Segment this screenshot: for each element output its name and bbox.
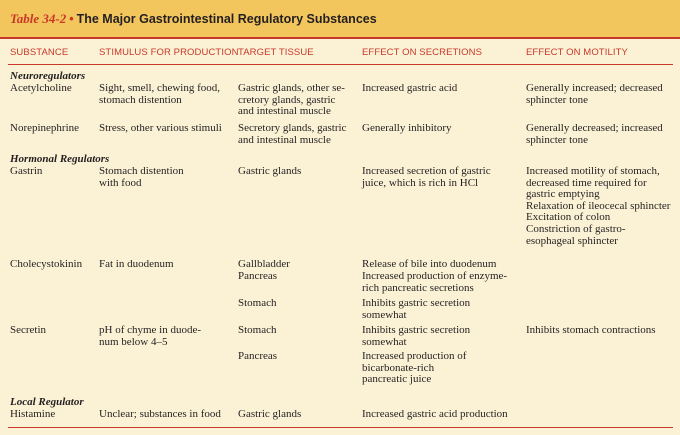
motility-norepinephrine: Generally decreased; increased sphincter tone <box>526 122 663 146</box>
secretion-secretin-pancreas: Increased production of bicarbonate-rich pancreatic juice <box>362 350 467 386</box>
stimulus-histamine: Unclear; substances in food <box>99 408 221 420</box>
target-gastrin: Gastric glands <box>238 165 302 177</box>
target-cholecystokinin-pancreas: Pancreas <box>238 270 278 282</box>
target-acetylcholine: Gastric glands, other se- cretory glands, gastric and intestinal muscle <box>238 82 345 118</box>
motility-secretin: Inhibits stomach contractions <box>526 324 656 336</box>
table-title <box>10 11 377 27</box>
header-stimulus: STIMULUS FOR PRODUCTION <box>99 47 239 58</box>
substance-secretin: Secretin <box>10 324 47 336</box>
motility-acetylcholine: Generally increased; decreased sphincter tone <box>526 82 663 106</box>
table-number: Table 34-2 <box>10 11 67 26</box>
secretion-norepinephrine: Generally inhibitory <box>362 122 452 134</box>
motility-gastrin-item: Excitation of colon <box>526 211 611 224</box>
substance-histamine: Histamine <box>10 408 56 420</box>
stimulus-acetylcholine: Sight, smell, chewing food, stomach distention <box>99 82 220 106</box>
header-substance: SUBSTANCE <box>10 47 69 58</box>
secretion-gastrin: Increased secretion of gastric juice, which is rich in HCl <box>362 165 491 189</box>
motility-gastrin <box>526 166 670 247</box>
secretion-cholecystokinin-pancreas: Increased production of enzyme- rich pancreatic secretions <box>362 270 508 294</box>
target-secretin-pancreas: Pancreas <box>238 350 278 362</box>
target-cholecystokinin-stomach: Stomach <box>238 297 277 309</box>
table-title-text: The Major Gastrointestinal Regulatory Substances <box>76 12 377 26</box>
target-norepinephrine: Secretory glands, gastric and intestinal muscle <box>238 122 347 146</box>
substance-cholecystokinin: Cholecystokinin <box>10 258 83 270</box>
motility-gastrin-item: Relaxation of ileocecal sphincter <box>526 199 671 212</box>
header-divider <box>8 64 673 65</box>
secretion-secretin-stomach: Inhibits gastric secretion somewhat <box>362 324 471 348</box>
title-bar <box>0 0 680 39</box>
stimulus-secretin: pH of chyme in duode- num below 4–5 <box>99 324 202 348</box>
secretion-cholecystokinin-stomach: Inhibits gastric secretion somewhat <box>362 297 471 321</box>
target-histamine: Gastric glands <box>238 408 302 420</box>
stimulus-cholecystokinin: Fat in duodenum <box>99 258 174 270</box>
target-secretin-stomach: Stomach <box>238 324 277 336</box>
secretion-acetylcholine: Increased gastric acid <box>362 82 458 94</box>
substance-acetylcholine: Acetylcholine <box>10 82 72 94</box>
section-neuroregulators: Neuroregulators <box>10 70 86 82</box>
stimulus-gastrin: Stomach distention with food <box>99 165 184 189</box>
stimulus-norepinephrine: Stress, other various stimuli <box>99 122 222 134</box>
secretion-histamine: Increased gastric acid production <box>362 408 508 420</box>
header-effect-motility: EFFECT ON MOTILITY <box>526 47 628 58</box>
header-target-tissue: TARGET TISSUE <box>238 47 314 58</box>
title-bullet: • <box>69 12 74 26</box>
motility-gastrin-item: Constriction of gastro- esophageal sphincter <box>526 222 626 247</box>
motility-gastrin-item: Increased motility of stomach, decreased time required for gastric emptying <box>526 165 660 201</box>
target-cholecystokinin-gallbladder: Gallbladder <box>238 258 290 270</box>
header-effect-secretions: EFFECT ON SECRETIONS <box>362 47 483 58</box>
table-bottom-rule <box>8 427 673 428</box>
section-local-regulator: Local Regulator <box>10 396 84 408</box>
substance-gastrin: Gastrin <box>10 165 43 177</box>
secretion-cholecystokinin-gallbladder: Release of bile into duodenum <box>362 258 497 270</box>
substance-norepinephrine: Norepinephrine <box>10 122 80 134</box>
section-hormonal-regulators: Hormonal Regulators <box>10 153 110 165</box>
